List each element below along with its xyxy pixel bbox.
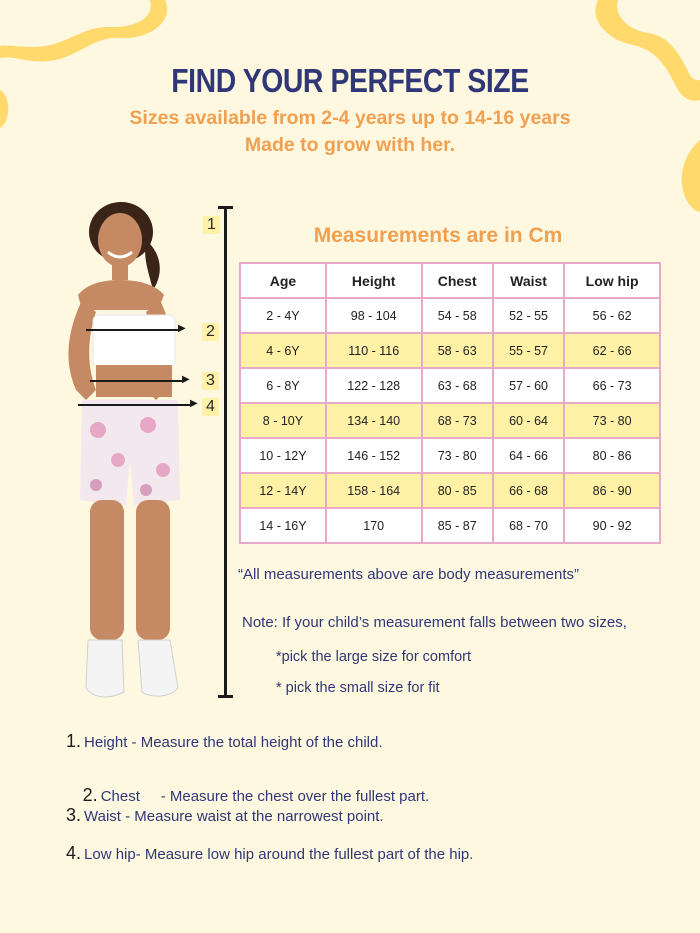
subtitle-sizes: Sizes available from 2-4 years up to 14-16 years [129,107,571,129]
header-low-hip: Low hip [564,263,660,298]
table-caption: Measurements are in Cm [313,224,563,247]
guide-text: Chest - Measure the chest over the fullest part. [100,788,430,805]
cell-waist: 68 - 70 [493,508,564,543]
guide-text: Low hip- Measure low hip around the fullest part of the hip. [84,846,474,863]
cell-height: 170 [326,508,422,543]
cell-age: 14 - 16Y [240,508,326,543]
table-row [240,368,660,403]
tip-fit: * pick the small size for fit [276,680,440,696]
marker-2: 2 [202,323,219,341]
cell-height: 110 - 116 [326,333,422,368]
cell-low-hip: 62 - 66 [564,333,660,368]
table-row [240,508,660,543]
size-table [239,262,661,544]
header-age: Age [240,263,326,298]
cell-waist: 60 - 64 [493,403,564,438]
waist-arrow-icon: ▶ [182,374,190,385]
waist-line [90,380,182,382]
cell-chest: 80 - 85 [422,473,493,508]
cell-height: 146 - 152 [326,438,422,473]
cell-chest: 85 - 87 [422,508,493,543]
guide-number: 4. [66,843,82,863]
table-row [240,473,660,508]
cell-height: 158 - 164 [326,473,422,508]
cell-age: 10 - 12Y [240,438,326,473]
cell-chest: 68 - 73 [422,403,493,438]
cell-waist: 52 - 55 [493,298,564,333]
marker-3: 3 [202,372,219,390]
marker-1: 1 [203,216,220,234]
cell-waist: 66 - 68 [493,473,564,508]
cell-low-hip: 90 - 92 [564,508,660,543]
table-row [240,438,660,473]
guide-item-low-hip [66,843,473,864]
guide-text: Waist - Measure waist at the narrowest point. [84,808,384,825]
cell-chest: 63 - 68 [422,368,493,403]
cell-height: 134 - 140 [326,403,422,438]
subtitle-grow: Made to grow with her. [244,134,456,156]
cell-chest: 58 - 63 [422,333,493,368]
height-ruler [224,207,227,697]
cell-low-hip: 66 - 73 [564,368,660,403]
guide-number: 2. [82,785,98,805]
cell-chest: 73 - 80 [422,438,493,473]
cell-low-hip: 80 - 86 [564,438,660,473]
table-row [240,333,660,368]
cell-low-hip: 86 - 90 [564,473,660,508]
ruler-top-cap [218,206,233,209]
header-chest: Chest [422,263,493,298]
cell-height: 122 - 128 [326,368,422,403]
cell-chest: 54 - 58 [422,298,493,333]
table-header-row [240,263,660,298]
header-height: Height [326,263,422,298]
cell-waist: 55 - 57 [493,333,564,368]
hip-arrow-icon: ▶ [190,398,198,409]
body-measurement-note: “All measurements above are body measurements” [238,566,579,583]
tip-comfort: *pick the large size for comfort [276,649,472,665]
guide-item-waist [66,805,384,826]
cell-low-hip: 56 - 62 [564,298,660,333]
between-sizes-note: Note: If your child’s measurement falls between two sizes, [242,614,627,631]
cell-age: 8 - 10Y [240,403,326,438]
cell-age: 4 - 6Y [240,333,326,368]
cell-age: 12 - 14Y [240,473,326,508]
cell-age: 2 - 4Y [240,298,326,333]
cell-waist: 57 - 60 [493,368,564,403]
marker-4: 4 [202,398,219,416]
cell-age: 6 - 8Y [240,368,326,403]
chest-arrow-icon: ▶ [178,323,186,334]
guide-number: 1. [66,731,82,751]
guide-text: Height - Measure the total height of the child. [84,734,383,751]
guide-item-height [66,731,383,752]
table-row [240,403,660,438]
header-waist: Waist [493,263,564,298]
hip-line [78,404,190,406]
cell-low-hip: 73 - 80 [564,403,660,438]
guide-number: 3. [66,805,82,825]
page-title: FIND YOUR PERFECT SIZE [171,62,529,99]
table-row [240,298,660,333]
cell-height: 98 - 104 [326,298,422,333]
model-photo [38,200,188,705]
chest-line [86,329,178,331]
ruler-bottom-cap [218,695,233,698]
cell-waist: 64 - 66 [493,438,564,473]
